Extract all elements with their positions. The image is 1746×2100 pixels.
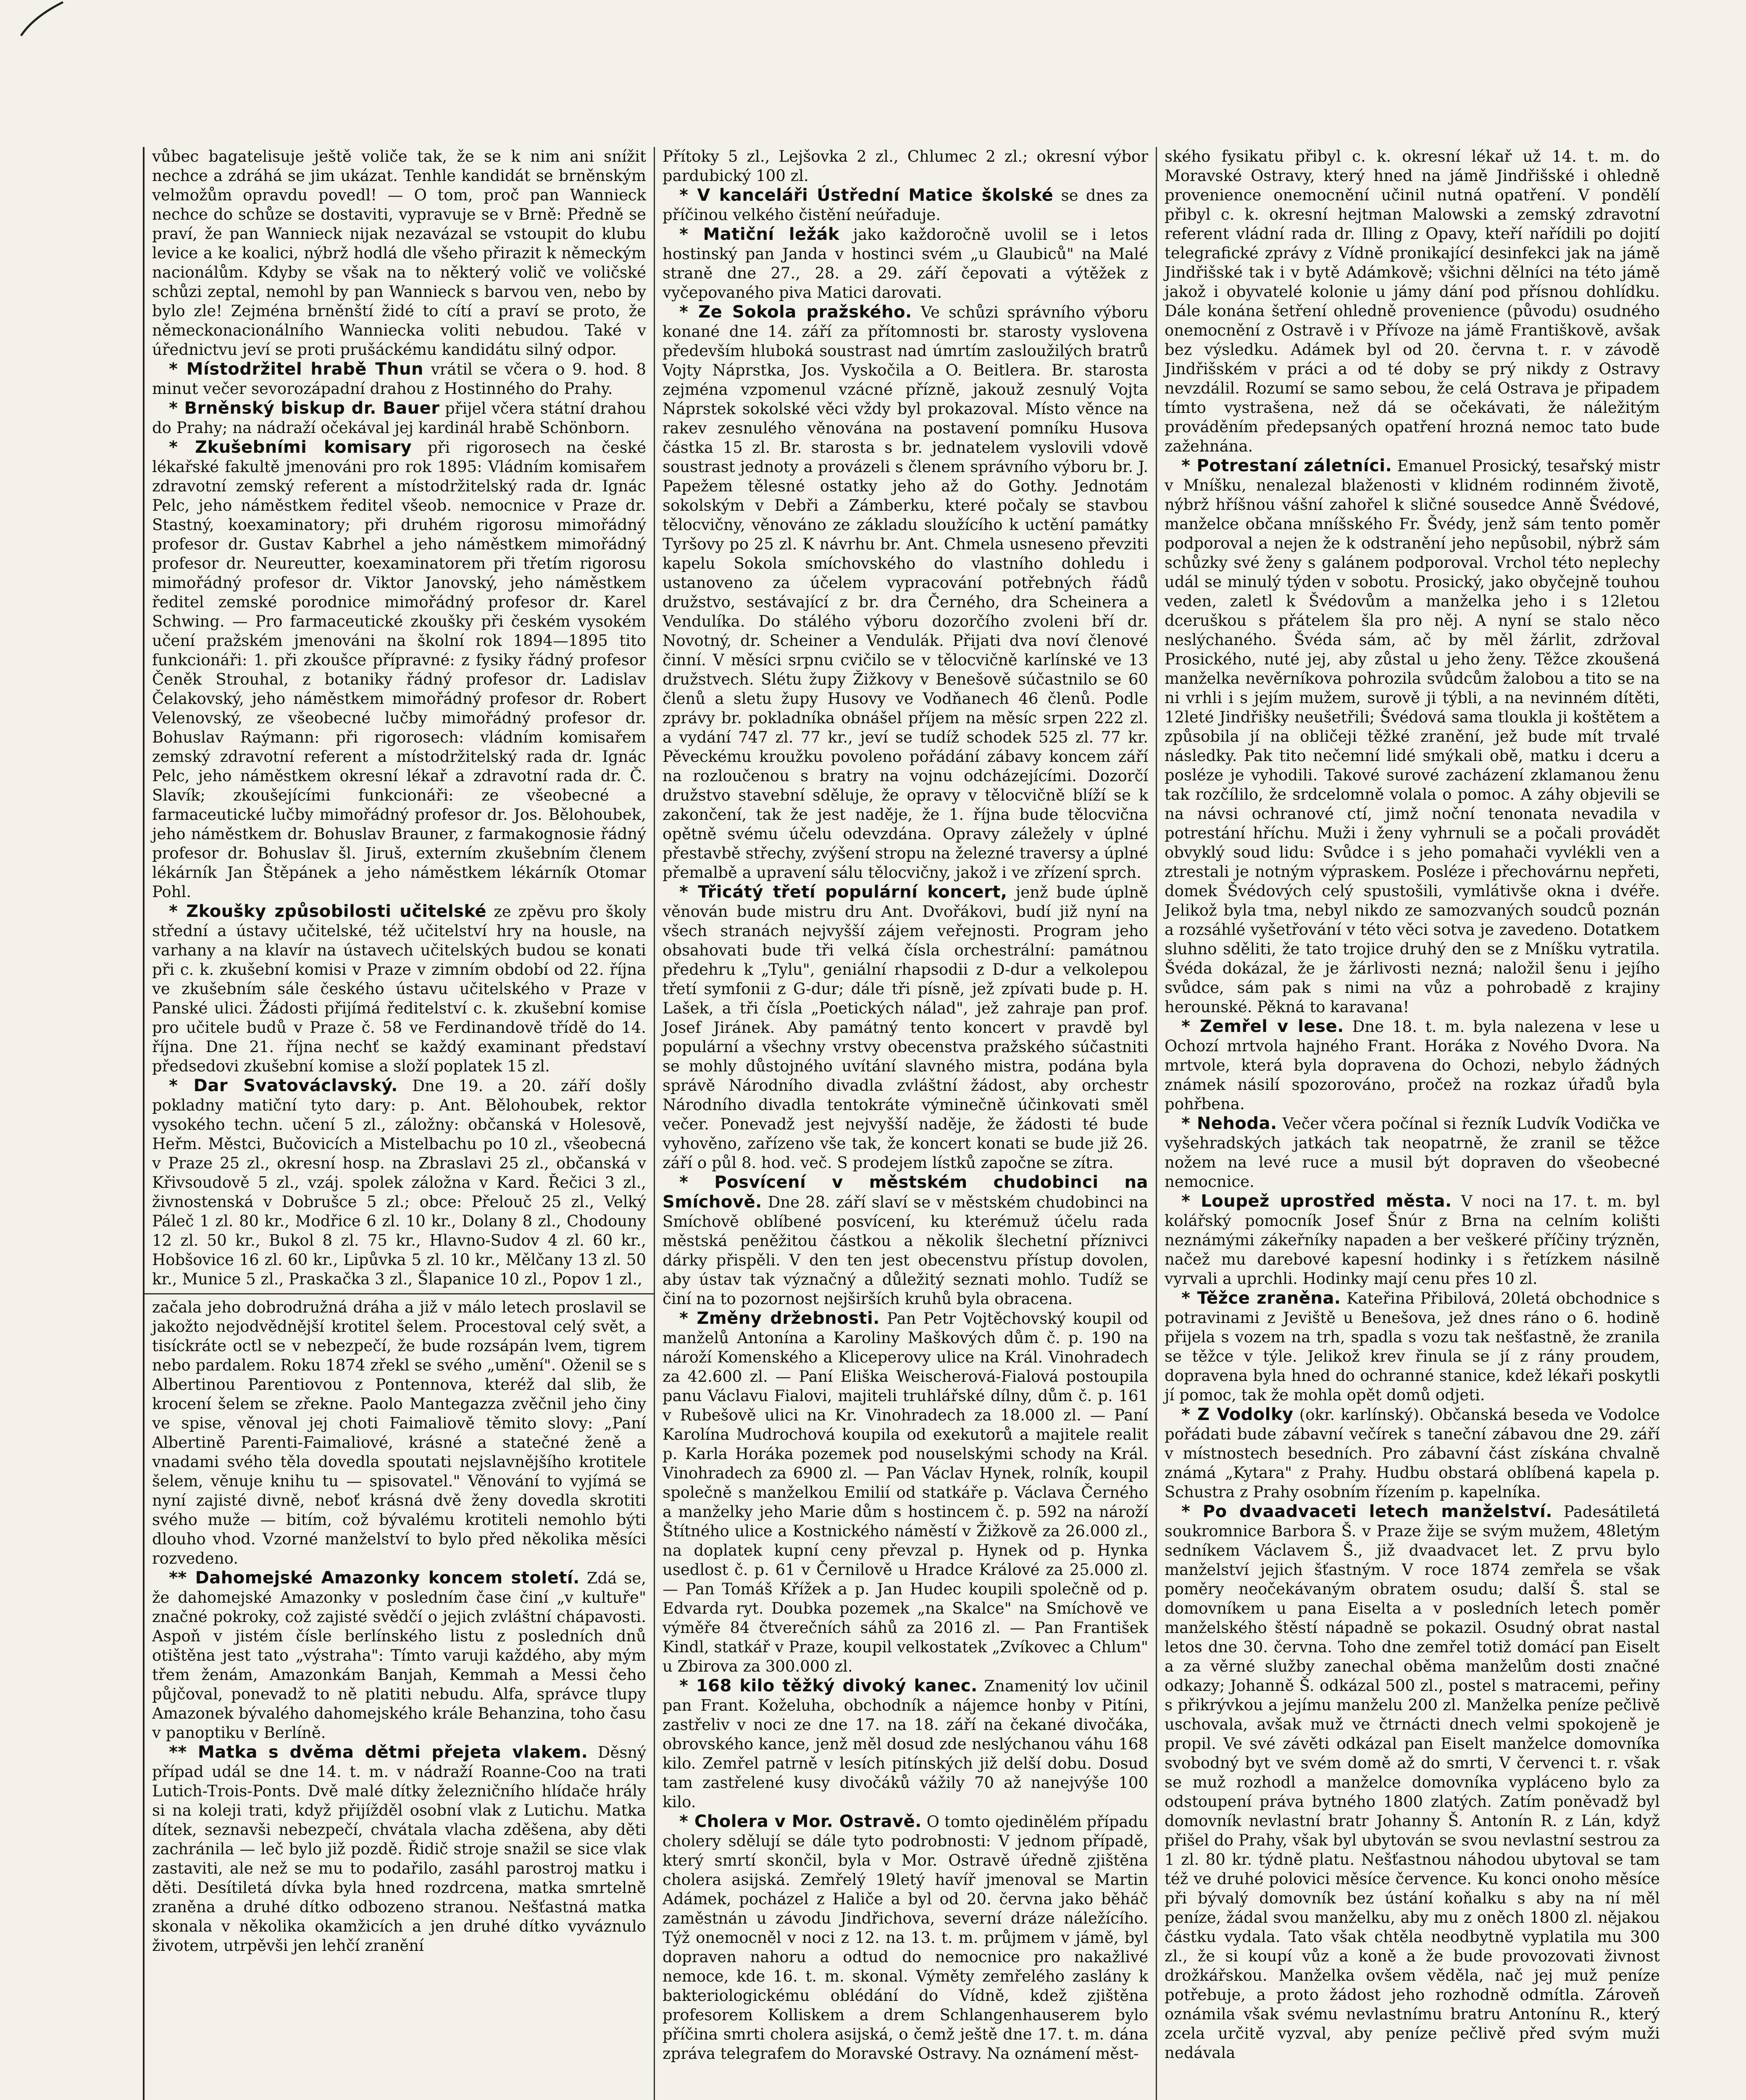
headline-dar: * Dar Svatováclavský. — [169, 1076, 398, 1095]
article-nehoda: * Nehoda. Večer včera počínal si řezník Ludvík Vodička ve vyšehradských jatkách tak neopatrně, že zranil se těžce nožem na levé ruce a musil být dopraven do všeobecné nemocnice. — [1165, 1114, 1660, 1191]
corner-pen-mark — [17, 0, 67, 38]
article-zranena: * Těžce zraněna. Kateřina Přibilová, 20letá obchodnice s potravinami z Jeviště u Benešova, jež dnes ráno o 6. hodině přijela s vozem na trh, spadla s vozu tak nešťastně, že zranila se těžce v týle. Jelikož krev řinula se jí z rány proudem, dopravena byla hned do ochranné stanice, kdež lékaři poskytli jí pomoc, tak že mohla opět domů odjeti. — [1165, 1289, 1660, 1404]
article-komisari: * Zkušebními komisary při rigorosech na české lékařské fakultě jmenováni pro rok 1895: Vládním komisařem zdravotní zemský referent a místodržitelský rada dr. Ignác Pelc, jeho náměstkem ředitel všeob. nemocnice v Praze dr. Stastný, koexaminatory; při druhém rigorosu mimořádný profesor dr. Gustav Kabrhel a jeho náměstkem mimořádný profesor dr. Neureutter, koexaminatorem při třetím rigorosu mimořádný profesor dr. Viktor Janovský, jeho náměstkem ředitel zemské porodnice mimořádný profesor dr. Karel Schwing. — Pro farmaceutické zkoušky při českém vysokém učení pražském jmenováni na školní rok 1894—1895 tito funkcionáři: 1. při zkoušce přípravné: z fysiky řádný profesor Čeněk Strouhal, z botaniky řádný profesor dr. Ladislav Čelakovský, jeho náměstkem mimořádný profesor dr. Robert Velenovský, ze všeobecné lučby mimořádný profesor dr. Bohuslav Raýmann: při rigorosech: vládním komisařem zemský zdravotní referent a místodržitelský rada dr. Ignác Pelc, jeho náměstkem okresní lékař a zdravotní rada dr. Č. Slavík; zkoušejícími funkcionáři: ze všeobecné a farmaceutické lučby mimořádný profesor dr. Jos. Bělohoubek, jeho náměstkem dr. Bohuslav Brauner, z farmakognosie řádný profesor dr. Bohuslav šl. Jiruš, externím zkušebním členem lékárník Jan Štěpánek a jeho náměstkem lékárník Otomar Pohl. — [152, 438, 646, 901]
article-continuation: vůbec bagatelisuje ještě voliče tak, že se k nim ani snížit nechce a zdráhá se jim ukázat. Tenhle kandidát se brněnským velmožům opravdu povedl! — O tom, proč pan Wannieck nechce do schůze se dostaviti, vypravuje se v Brně: Předně se praví, že pan Wannieck nijak nezavázal se vstoupit do klubu levice a ke koalici, nýbrž hodlá dle všeho přirazit k německým nacionálům. Kdyby se však na to některý volič ve voličské schůzi zeptal, nemohl by pan Wannieck s barvou ven, nebo by bylo zle! Zejména brněnští židé to cítí a praví se proto, že německonacionálního Wanniecka voliti nebudou. Také v úřednictvu jeví se proti prušáckému kandidátu silný odpor. — [152, 147, 646, 359]
article-lezak: * Matiční ležák jako každoročně uvolil se i letos hostinský pan Janda v hostinci svém „u Glaubiců" na Malé straně dne 27., 28. a 29. září čepovati a výtěžek z vyčepovaného piva Matici darovati. — [663, 225, 1148, 302]
article-manzelstvi: * Po dvaadvaceti letech manželství. Padesátiletá soukromnice Barbora Š. v Praze žije se svým mužem, 48letým sedníkem Václavem Š., již dvaadvacet let. Z prvu bylo manželství jejich šťastným. V roce 1874 zemřela se však poměry neočekávaným obratem osudu; další Š. stal se domovníkem u pana Eiselta a v posledních letech poměr manželského štěstí nápadně se pokazil. Osudný obrat nastal letos dne 30. června. Toho dne zemřel totiž domácí pan Eiselt a za věrné služby zanechal oběma manželům dosti značné odkazy; Johanně Š. odkázal 500 zl., postel s matracemi, peřiny s přikrývkou a jejímu manželu 200 zl. Manželka peníze pečlivě uschovala, avšak muž ve čtrnácti dnech velmi spokojeně je propil. Ve své závěti odkázal pan Eiselt manželce domovníka svobodný byt ve svém domě až do smrti, V červenci t. r. však se muž rozhodl a manželce domovníka vypláceno bylo za odstoupení práva bytného 1800 zlatých. Zatím poněvadž byl domovník nevlastní bratr Johanny Š. Antonín R. z Lán, když přišel do Prahy, však byl ubytován se svou nevlastní sestrou za 1 zl. 80 kr. týdně platu. Nešťastnou náhodou ubytoval se tam též ve druhé polovici měsíce července. Ku konci onoho měsíce při bývalý domovník bez ústání koňalku s aby na ní měl peníze, žádal svou manželku, aby mu z oněch 1800 zl. nějakou částku vydala. Tato však chtěla neodbytně vyplatila mu 300 zl., že si koupí vůz a koně a že bude provozovati živnost drožkářskou. Manželka ovšem věděla, nač jej muž peníze potřebuje, a proto žádost jeho rozhodně odmítla. Zároveň oznámila však svému nevlastnímu bratru Antonínu R., který zcela určitě vyzval, aby peníze pečlivě před svým muži nedávala — [1165, 1502, 1660, 2062]
headline-zaletnici: * Potrestaní záletníci. — [1181, 456, 1392, 475]
article-koncert: * Třicátý třetí populární koncert, jenž bude úplně věnován bude mistru dru Ant. Dvořákovi, budí již nyní na všech stranách nejvyšší zájem veřejnosti. Program jeho obsahovati bude tři velká čísla orchestrální: památnou předehru k „Tylu", geniální rhapsodii z D-dur a velkolepou třetí symfonii z G-dur; dále tři písně, jež zpívati bude p. H. Lašek, a tři čísla „Poetických nálad", jež zahraje pan prof. Josef Jiránek. Aby památný tento koncert v pravdě byl populární a všechny vrstvy obecenstva pražského súčastniti se mohly důstojného uvítání slavného mistra, podána byla správě Národního divadla zvláštní žádost, aby orchestr Národního divadla tentokráte výminečně účinkovati směl večer. Ponevadž jest nejvyšší naděje, že žádosti té bude vyhověno, zařízeno vše tak, že koncert konati se bude již 26. září o půl 8. hod. več. S prodejem lístků započne se zítra. — [663, 882, 1148, 1172]
article-cholera: * Cholera v Mor. Ostravě. O tomto ojedinělém případu cholery sdělují se dále tyto podrobnosti: V jednom případě, který smrtí skončil, byla v Mor. Ostravě úředně zjištěna cholera asijská. Zemřelý 19letý havíř jmenoval se Martin Adámek, pocházel z Haliče a byl od 20. června jako běháč zaměstnán u závodu Jindřichova, severní dráze náležícího. Týž onemocněl v noci z 12. na 13. t. m. průjmem v jámě, byl dopraven nahoru a odtud do nemocnice pro nakažlivé nemoce, kde 16. t. m. skonal. Výměty zemřelého zaslány k bakteriologickému oblédání do Vídně, kdež zjištěna profesorem Kolliskem a drem Schlangenhauserem bylo příčina smrti cholera asijská, o čemž ještě dne 17. t. m. dána zpráva telegrafem do Moravské Ostravy. Na oznámení měst- — [663, 1812, 1149, 2063]
article-drzebnost: * Změny držebnosti. Pan Petr Vojtěchovský koupil od manželů Antonína a Karoliny Maškových dům č. p. 190 na nároží Komenského a Kliceperovy ulice na Král. Vinohradech za 42.600 zl. — Paní Eliška Weischerová-Fialová postoupila panu Václavu Fialovi, majiteli truhlářské dílny, dům č. p. 161 v Rubešově ulici na Kr. Vinohradech za 18.000 zl. — Paní Karolína Mudrochová koupila od exekutorů a majitele realit p. Karla Horáka pozemek pod nouselskými schody na Král. Vinohradech za 6900 zl. — Pan Václav Hynek, rolník, koupil společně s manželkou Emilií od statkáře p. Václava Černého a manželky jeho Marie dům s hostincem č. p. 592 na nároží Štítného ulice a Kostnického náměstí v Žižkově za 26.000 zl., na doplatek kupní ceny převzal p. Hynek od p. Hynka usedlost č. p. 61 v Černilově u Hradce Králové za 25.000 zl. — Pan Tomáš Křížek a p. Jan Hudec koupili společně od p. Edvarda ryt. Doubka pozemek „na Skalce" na Smíchově ve výměře 84 čtverečních sáhů za 2016 zl. — Pan František Kindl, statkář v Praze, koupil velkostatek „Zvíkovec a Chlum" u Zbirova za 300.000 zl. — [663, 1309, 1148, 1675]
headline-lezak: * Matiční ležák — [679, 225, 840, 244]
article-matice: * V kanceláři Ústřední Matice školské se dnes za příčinou velkého čistění neúřaduje. — [663, 186, 1149, 224]
article-sokol: * Ze Sokola pražského. Ve schůzi správního výboru konané dne 14. září za přítomnosti br. starosty vyslovena především hluboká soustrast nad úmrtím zasloužilých bratrů Vojty Náprstka, Jos. Vyskočila a O. Beitlera. Br. starosta zejména vzpomenul vzácné přízně, jakouž zesnulý Vojta Náprstek sokolské věci vždy byl prokazoval. Místo věnce na rakev zesnulého věnována na postavení pomníku Husova částka 15 zl. Br. starosta s br. jednatelem vyslovili vdově soustrast jednoty a provázeli s členem správního výboru br. J. Papežem tělesné ostatky jeho až do Gothy. Jednotám sokolským v Debři a Zámberku, které počaly se stavbou tělocvičny, věnováno ze základu sloužícího k uctění památky Tyršovy po 25 zl. K návrhu br. Ant. Chmela usneseno převziti kapelu Sokola smíchovského do vlastního dohledu i ustanoveno za účelem vypracování potřebných řádů družstvo, sestávající z br. dra Černého, dra Scheinera a Vendulíka. Do stálého výboru dozorčího zvoleni bří dr. Novotný, dr. Scheiner a Vendulák. Přijati dva noví členové činní. V měsíci srpnu cvičilo se v tělocvičně karlínské ve 13 družstvech. Slétu župy Žižkovy v Benešově súčastnilo se 60 členů a sletu župy Husovy ve Vodňanech 46 členů. Podle zprávy br. pokladníka obnášel příjem na měsíc srpen 222 zl. a vydání 747 zl. 77 kr., jeví se tudíž schodek 525 zl. 77 kr. Pěveckému kroužku povoleno pořádání zábavy koncem září na rozloučenou s bratry na vojnu odcházejícími. Dozorčí družstvo stavební sděluje, že opravy v tělocvičně blíží se k zakončení, tak že jest naděje, že 1. října bude tělocvična opětně svému účelu odevzdána. Opravy záležely v úplné přestavbě střechy, zvýšení stropu na železné traversy a úplné přemalbě a upravení sálu tělocvičny, jakož i ve zřízení sprch. — [663, 302, 1149, 882]
headline-sokol: * Ze Sokola pražského. — [679, 302, 912, 322]
newspaper-page — [143, 147, 1674, 2100]
article-continuation-2: Přítoky 5 zl., Lejšovka 2 zl., Chlumec 2 zl.; okresní výbor pardubický 100 zl. — [663, 147, 1148, 185]
column-1 — [145, 147, 655, 2100]
headline-kanec: * 168 kilo těžký divoký kanec. — [679, 1676, 978, 1696]
article-kanec: * 168 kilo těžký divoký kanec. Znamenitý lov učinil pan Frant. Koželuha, obchodník a nájemce honby v Pitíni, zastřeliv v noci ze dne 17. na 18. září na čekané divočáka, obrovského kance, jenž měl dosud zde neslýchanou váhu 168 kilo. Zemřel patrně v lesích pitínských již delší dobu. Dosud tam zastřelené kusy divočáků vážily 70 až nanejvýše 100 kilo. — [663, 1676, 1148, 1811]
headline-manzelstvi: * Po dvaadvaceti letech manželství. — [1181, 1502, 1553, 1521]
headline-vodolka: * Z Vodolky — [1181, 1405, 1294, 1424]
headline-drzebnost: * Změny držebnosti. — [679, 1309, 880, 1328]
article-posviceni: * Posvícení v městském chudobinci na Smíchově. Dne 28. září slaví se v městském chudobinci na Smíchově oblíbené posvícení, ku kterémuž účelu rada městská peněžitou částkou a několik šlechetní příznivci dárky přispěli. V den ten jest obecenstvu přístup dovolen, aby ústav tak význačný a důležitý seznati mohlo. Tudíž se činí na to pozornost nejširších kruhů byla obracena. — [663, 1173, 1148, 1308]
headline-nehoda: * Nehoda. — [1181, 1114, 1277, 1133]
headline-zranena: * Těžce zraněna. — [1181, 1289, 1341, 1308]
headline-posviceni: * Posvícení v městském chudobinci na Smíchově. — [663, 1173, 1148, 1212]
headline-komisari: * Zkušebními komisary — [169, 438, 412, 457]
article-zaletnici: * Potrestaní záletníci. Emanuel Prosický, tesařský mistr v Mníšku, nenalezal blaženosti v klidném rodinném životě, nýbrž hříšnou vášní zahořel k sličné sousedce Anně Švédové, manželce občana mníšského Fr. Švédy, jenž sám tento poměr podporoval a nejen že k odstranění jeho nepůsobil, nýbrž sám schůzky své ženy s galánem podporoval. Vrchol této neplechy udál se minulý týden v sobotu. Prosický, jako obyčejně touhou veden, zaletl k Švédovům a manželka jeho i s 12letou dceruškou s přátelem šla pro něj. A nyní se stalo něco neslýchaného. Švéda sám, ač by měl žárlit, zdržoval Prosického, nuté jej, aby zůstal u jeho ženy. Těžce zkoušená manželka nevěrníkova pohrozila svůdcům žalobou a tito se na ni vrhli i s jejím mužem, surově ji týbli, a na nevinném dítěti, 12leté Jindřišky neušetřili; Švédová sama tloukla ji koštětem a způsobila jí na obličeji těžké zranění, jež bude mít trvalé následky. Pak tito nečemní lidé smýkali obě, matku i dceru a posléze je vyhodili. Takové surové zacházení zklamanou ženu tak rozčílilo, že srdcelomně volala o pomoc. A záhy objevili se na návsi ochranové ctí, jimž noční tenonata nevadila v potrestání hříchu. Muži i ženy vyhrnuli se a počali provádět obvyklý soud lidu: Svůdce i s jeho pomahači vyvlékli ven a ztrestali je notným výpraskem. Posléze i přechovárnu nepřeti, domek Švédových celý spustošili, vymlátivše okna i dvéře. Jelikož byla tma, nebyl nikdo ze samozvaných soudců poznán a rozsáhlé vyšetřování v této věci sotva je zavedeno. Dotatkem sluhno sděliti, že tato trojice druhý den se z Mníšku vytratila. Švéda dokázal, že je žárlivosti nezná; naložil šenu i jejího svůdce, sám pak s nimi na vůz a pohrobadě z krajiny herounské. Pěkná to karavana! — [1165, 456, 1660, 1016]
article-loupez: * Loupež uprostřed města. V noci na 17. t. m. byl kolářský pomocník Josef Šnúr z Brna na celním kolišti neznámými zákeřníky napaden a ber veškeré příčiny trýzněn, načež mu darebové kapesní hodinky i s řetízkem násilně vyrvali a uprchli. Hodinky mají cenu přes 10 zl. — [1165, 1192, 1660, 1288]
article-zkousky: * Zkoušky způsobilosti učitelské ze zpěvu pro školy střední a ústavy učitelské, též učitelství hry na housle, na varhany a na klavír na ústavech učitelských budou se konati při c. k. zkušební komisi v Praze v zimním období od 22. října ve zkušebním sále českého ústavu učitelského v Praze v Panské ulici. Žádosti přijímá ředitelství c. k. zkušební komise pro učitele budů v Praze č. 58 ve Ferdinandově třídě do 14. října. Dne 21. října nechť se každý examinant představí předsedovi zkušební komise a složí poplatek 15 zl. — [152, 902, 646, 1075]
headline-koncert: * Třicátý třetí populární koncert, — [679, 882, 1007, 902]
article-bauer: * Brněnský biskup dr. Bauer přijel včera státní drahou do Prahy; na nádraží očekával jej kardinál hrabě Schönborn. — [152, 399, 646, 437]
section-divider — [145, 1293, 654, 1294]
article-krotitel: začala jeho dobrodružná dráha a již v málo letech proslavil se jakožto nejodvědnější krotitel šelem. Procestoval celý svět, a tisíckráte octl se v nebezpečí, že bude rozsápán lvem, tigrem nebo pardalem. Roku 1874 zřekl se svého „umění". Oženil se s Albertinou Parentiovou z Pontennova, kteréž dal slib, že krocení šelem se zřekne. Paolo Mantegazza zvěčnil jeho činy ve spise, věnoval jej choti Faimaliově těmito slovy: „Paní Albertině Parenti-Faimaliové, krásné a statečné ženě a vnadami svého těla dovedla spoutati nejslavnějšího krotitele šelem, věnuje knihu tu — spisovatel." Věnování to vyjímá se nyní zajisté divně, neboť krásná dvě ženy dovedla skrotiti svého muže — bitím, což bývalému krotiteli nemohlo býti dlouho vhod. Vzorné manželství to bylo před několika měsíci rozvedeno. — [152, 1298, 646, 1567]
headline-zkousky: * Zkoušky způsobilosti učitelské — [169, 902, 487, 921]
text-columns — [145, 147, 1674, 2100]
article-thun: * Místodržitel hrabě Thun vrátil se včera o 9. hod. 8 minut večer sevorozápadní drahou z Hostinného do Prahy. — [152, 360, 647, 398]
article-amazonky: ** Dahomejské Amazonky koncem století. Zdá se, že dahomejské Amazonky v posledním čase činí „v kultuře" značné pokroky, což zajisté svědčí o jejich zvláštní chápavosti. Aspoň v jistém čísle berlínského listu z posledních dnů otištěna jest tato „výstraha": Tímto varuji každého, aby mým třem ženám, Amazonkám Banjah, Kemmah a Messi čeho půjčoval, ponevadž to ně platiti nebudu. Alfa, správce tlupy Amazonek bývalého dahomejského krále Behanzina, toho času v panoptiku v Berlíně. — [152, 1568, 646, 1742]
headline-loupez: * Loupež uprostřed města. — [1181, 1192, 1452, 1211]
article-vodolka: * Z Vodolky (okr. karlínský). Občanská beseda ve Vodolce pořádati bude zábavní večírek s taneční zábavou dne 29. září v místnostech besedních. Pro zábavní část získána chvalně známá „Kytara" z Prahy. Hudbu obstará oblíbená kapela p. Schustra z Prahy osobním řízením p. kapelníka. — [1165, 1405, 1660, 1501]
article-zemrel: * Zemřel v lese. Dne 18. t. m. byla nalezena v lese u Ochozí mrtvola hajného Frant. Horáka z Nového Dvora. Na mrtvole, která byla dopravena do Ochozi, nebylo žádných známek násilí spozorováno, pročež na rozkaz úřadů byla pohřbena. — [1165, 1017, 1660, 1113]
column-3 — [1157, 147, 1667, 2100]
headline-bauer: * Brněnský biskup dr. Bauer — [169, 399, 440, 418]
headline-thun: * Místodržitel hrabě Thun — [169, 360, 423, 379]
article-matka: ** Matka s dvěma dětmi přejeta vlakem. Děsný případ udál se dne 14. t. m. v nádraží Roanne-Coo na trati Lutich-Trois-Ponts. Dvě malé dítky železničního hlídače hrály si na koleji trati, když přijížděl osobní vlak z Lutichu. Matka dítek, seznavši nebezpečí, chvátala vlacha zděšena, aby děti zachránila — leč bylo již pozdě. Řidič stroje snažil se sice vlak zastaviti, ale než se mu to podařilo, zasáhl parostroj matku i děti. Desítiletá dívka byla hned rozdrcena, matka smrtelně zraněna a druhé dítko odbozeno stranou. Nešťastná matka skonala v několika okamžicích a jen druhé dítko vyváznulo životem, utrpěvši jen lehčí zranění — [152, 1743, 646, 1955]
headline-cholera: * Cholera v Mor. Ostravě. — [679, 1812, 922, 1831]
headline-matice: * V kanceláři Ústřední Matice školské — [679, 186, 1054, 205]
article-dar: * Dar Svatováclavský. Dne 19. a 20. září došly pokladny matiční tyto dary: p. Ant. Bělohoubek, rektor vysokého techn. učení 5 zl., záložny: občanská v Holesově, Heřm. Městci, Bučovicích a Mistelbachu po 10 zl., všeobecná v Praze 25 zl., okresní hosp. na Zbraslavi 25 zl., občanská v Křivsoudově 5 zl., vzáj. spolek záložna v Kard. Řečici 3 zl., živnostenská v Dobrušce 5 zl.; obce: Přelouč 25 zl., Velký Páleč 1 zl. 80 kr., Modřice 6 zl. 10 kr., Dolany 8 zl., Chodouny 12 zl. 50 kr., Bukol 8 zl. 75 kr., Hlavno-Sudov 4 zl. 60 kr., Hobšovice 16 zl. 60 kr., Lipůvka 5 zl. 10 kr., Mělčany 13 zl. 50 kr., Munice 5 zl., Praskačka 3 zl., Šlapanice 10 zl., Popov 1 zl., — [152, 1076, 646, 1288]
headline-zemrel: * Zemřel v lese. — [1181, 1017, 1344, 1036]
headline-matka: ** Matka s dvěma dětmi přejeta vlakem. — [169, 1743, 588, 1762]
column-2 — [655, 147, 1157, 2100]
headline-amazonky: ** Dahomejské Amazonky koncem století. — [169, 1568, 580, 1588]
article-continuation-3: ského fysikatu přibyl c. k. okresní lékař už 14. t. m. do Moravské Ostravy, který hned na jámě Jindřišské i ohledně provenience onemocnění učinil nutná opatření. V pondělí přibyl c. k. okresní hejtman Malowski a zemský zdravotní referent vládní rada dr. Illing z Opavy, kteří nařídili po dojití telegrafické zprávy z Vídně pronikající desinfekci jak na jámě Jindřišské tak i v bytě Adámkově; všichni dělníci na této jámě jakož i obyvatelé kolonie u jámy dání pod přísnou dohlídku. Dále konána šetření ohledně provenience (původu) osudného onemocnění z Ostravě i v Přívoze na jámě Františkově, avšak bez výsledku. Adámek byl od 20. června t. r. v závodě Jindřišském v práci a od té doby se prý nikdy z Ostravy nevzdálil. Rozumí se samo sebou, že celá Ostrava je připadem tímto vystrašena, než dá se očekávati, že náležitým prováděním předepsaných opatření hrozná nemoc tato bude zažehnána. — [1165, 147, 1660, 455]
